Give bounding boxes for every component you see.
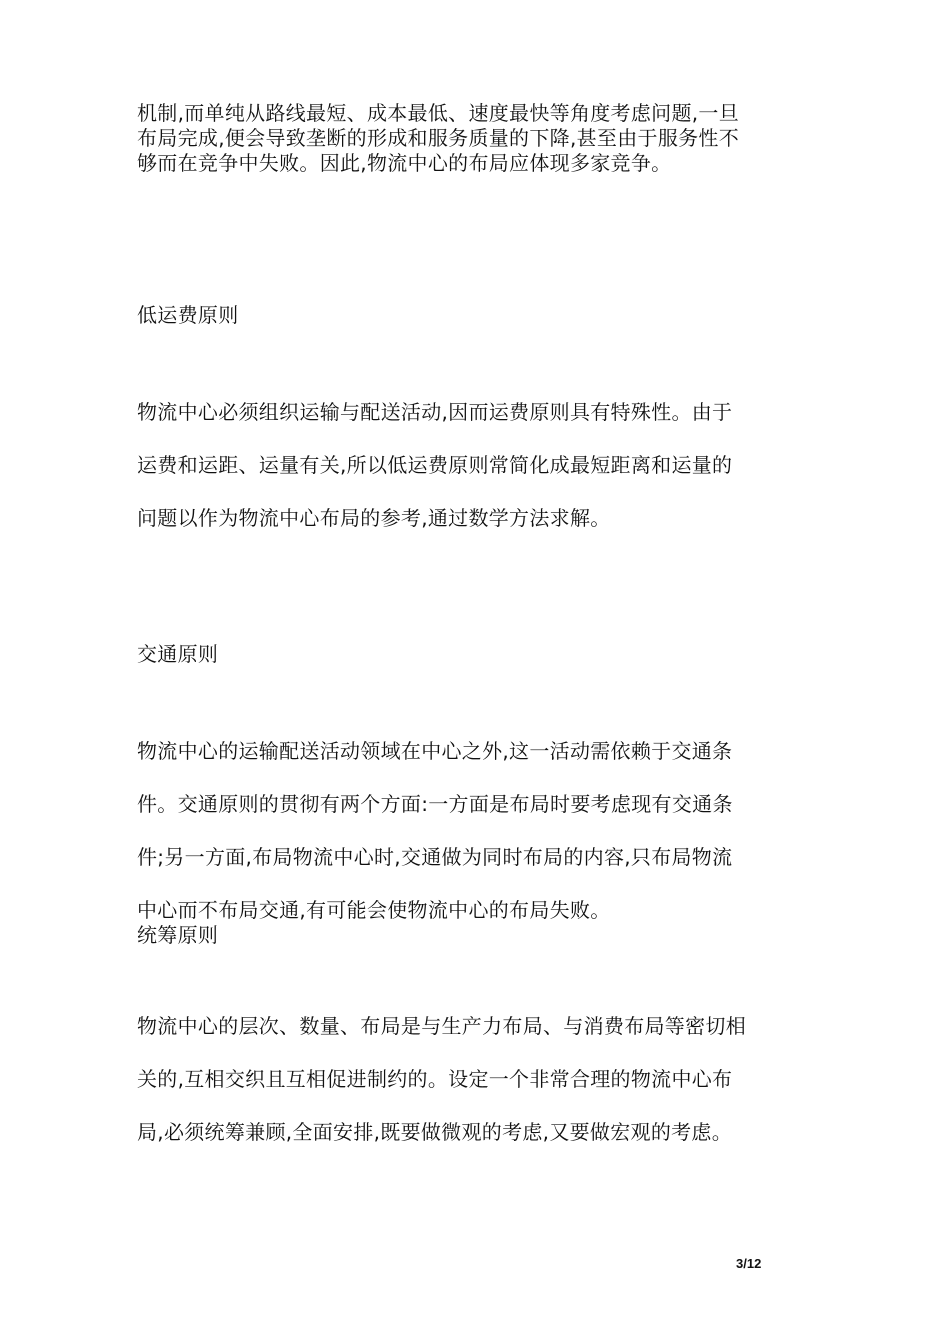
- intro-paragraph: [137, 101, 817, 176]
- section-paragraph-low-freight: [137, 386, 817, 545]
- paragraph-line: 关的,互相交织且互相促进制约的。设定一个非常合理的物流中心布: [137, 1067, 733, 1091]
- paragraph-line: 中心而不布局交通,有可能会使物流中心的布局失败。: [137, 898, 611, 922]
- section-paragraph-overall-planning: [137, 1000, 817, 1159]
- section-heading-low-freight: 低运费原则: [137, 303, 239, 327]
- paragraph-line: 够而在竞争中失败。因此,物流中心的布局应体现多家竞争。: [137, 151, 672, 175]
- page-number: 3/12: [736, 1256, 762, 1271]
- paragraph-line: 机制,而单纯从路线最短、成本最低、速度最快等角度考虑问题,一旦: [137, 101, 740, 125]
- paragraph-line: 问题以作为物流中心布局的参考,通过数学方法求解。: [137, 506, 611, 530]
- paragraph-line: 物流中心的运输配送活动领域在中心之外,这一活动需依赖于交通条: [137, 739, 733, 763]
- paragraph-line: 运费和运距、运量有关,所以低运费原则常简化成最短距离和运量的: [137, 453, 733, 477]
- paragraph-line: 局,必须统筹兼顾,全面安排,既要做微观的考虑,又要做宏观的考虑。: [137, 1120, 733, 1144]
- section-heading-overall-planning: 统筹原则: [137, 923, 219, 947]
- paragraph-line: 物流中心的层次、数量、布局是与生产力布局、与消费布局等密切相: [137, 1014, 746, 1038]
- paragraph-line: 布局完成,便会导致垄断的形成和服务质量的下降,甚至由于服务性不: [137, 126, 740, 150]
- paragraph-line: 件。交通原则的贯彻有两个方面:一方面是布局时要考虑现有交通条: [137, 792, 733, 816]
- paragraph-line: 件;另一方面,布局物流中心时,交通做为同时布局的内容,只布局物流: [137, 845, 733, 869]
- section-paragraph-traffic: [137, 725, 817, 937]
- section-heading-traffic: 交通原则: [137, 642, 219, 666]
- paragraph-line: 物流中心必须组织运输与配送活动,因而运费原则具有特殊性。由于: [137, 400, 733, 424]
